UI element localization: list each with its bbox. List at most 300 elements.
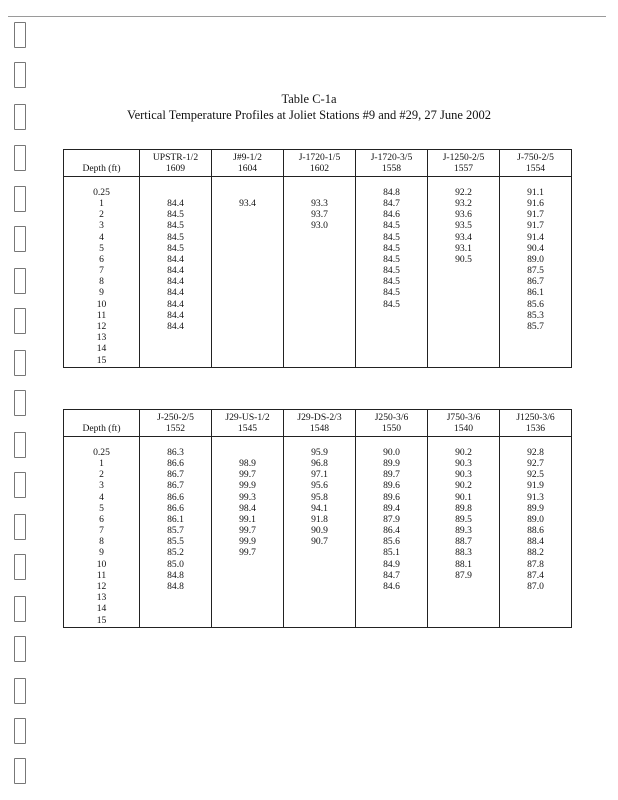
station-name: J#9-1/2	[233, 152, 262, 163]
temperature-cell: 90.4	[500, 243, 572, 254]
station-column-header	[356, 150, 428, 177]
binder-hole	[14, 554, 26, 580]
temperature-cell: 87.5	[500, 265, 572, 276]
station-name: J-1250-2/5	[442, 152, 485, 163]
temperature-cell: 93.3	[284, 198, 356, 209]
temperature-cell	[284, 321, 356, 332]
temperature-cell	[284, 254, 356, 265]
station-id: 1554	[525, 163, 546, 174]
temperature-cell: 84.5	[356, 299, 428, 310]
depth-cell: 4	[64, 232, 140, 243]
depth-cell: 7	[64, 525, 140, 536]
temperature-cell: 84.4	[140, 265, 212, 276]
temperature-cell	[500, 355, 572, 368]
temperature-cell	[212, 232, 284, 243]
temperature-cell: 99.9	[212, 481, 284, 492]
temperature-cell	[212, 209, 284, 220]
temperature-cell: 87.0	[500, 581, 572, 592]
station-id: 1545	[237, 423, 258, 434]
temperature-cell	[284, 355, 356, 368]
temperature-cell: 92.2	[428, 177, 500, 199]
temperature-cell: 90.0	[356, 437, 428, 459]
temperature-cell: 84.5	[356, 221, 428, 232]
temperature-cell	[284, 332, 356, 343]
station-id: 1536	[525, 423, 546, 434]
temperature-cell	[356, 615, 428, 628]
depth-cell: 9	[64, 548, 140, 559]
temperature-cell: 85.7	[140, 525, 212, 536]
temperature-cell: 84.4	[140, 254, 212, 265]
temperature-cell: 93.1	[428, 243, 500, 254]
temperature-cell: 99.3	[212, 492, 284, 503]
temperature-cell	[212, 221, 284, 232]
temperature-cell: 86.7	[140, 481, 212, 492]
temperature-cell	[284, 177, 356, 199]
temperature-cell	[428, 277, 500, 288]
station-name: J-750-2/5	[517, 152, 554, 163]
temperature-cell: 89.5	[428, 514, 500, 525]
temperature-cell: 88.7	[428, 537, 500, 548]
temperature-cell	[500, 615, 572, 628]
temperature-cell: 85.1	[356, 548, 428, 559]
temperature-cell: 89.8	[428, 503, 500, 514]
temperature-cell: 89.0	[500, 254, 572, 265]
temperature-cell: 88.2	[500, 548, 572, 559]
depth-cell: 11	[64, 310, 140, 321]
header-row	[64, 410, 572, 437]
temperature-cell: 93.7	[284, 209, 356, 220]
temperature-cell: 95.6	[284, 481, 356, 492]
temperature-cell: 99.1	[212, 514, 284, 525]
temperature-cell: 84.6	[356, 209, 428, 220]
table-row	[64, 232, 572, 243]
temperature-cell: 91.3	[500, 492, 572, 503]
temperature-cell	[500, 344, 572, 355]
binder-hole	[14, 226, 26, 252]
temperature-cell	[212, 581, 284, 592]
temperature-cell: 85.5	[140, 537, 212, 548]
station-column-header	[212, 150, 284, 177]
station-name: J750-3/6	[446, 412, 481, 423]
depth-cell: 8	[64, 277, 140, 288]
temperature-cell	[284, 559, 356, 570]
temperature-cell	[212, 437, 284, 459]
station-column-header	[428, 410, 500, 437]
temperature-cell	[500, 592, 572, 603]
binder-hole	[14, 145, 26, 171]
temperature-cell: 85.0	[140, 559, 212, 570]
temperature-cell	[284, 299, 356, 310]
binder-hole	[14, 718, 26, 744]
temperature-cell: 84.4	[140, 310, 212, 321]
temperature-cell	[428, 332, 500, 343]
temperature-cell: 93.5	[428, 221, 500, 232]
temperature-cell	[356, 310, 428, 321]
station-id: 1558	[381, 163, 402, 174]
temperature-cell: 84.4	[140, 321, 212, 332]
temperature-cell: 86.6	[140, 492, 212, 503]
temperature-cell	[284, 232, 356, 243]
temperature-cell: 91.7	[500, 221, 572, 232]
table-row	[64, 221, 572, 232]
temperature-cell: 91.8	[284, 514, 356, 525]
temperature-cell	[212, 344, 284, 355]
temperature-cell: 93.6	[428, 209, 500, 220]
station-id: 1548	[309, 423, 330, 434]
table-row	[64, 492, 572, 503]
depth-cell: 2	[64, 469, 140, 480]
page-top-edge	[8, 16, 606, 17]
temperature-cell	[284, 581, 356, 592]
depth-cell: 9	[64, 288, 140, 299]
depth-column-header: Depth (ft)	[64, 150, 140, 177]
depth-cell: 13	[64, 332, 140, 343]
table-row	[64, 332, 572, 343]
table-row	[64, 559, 572, 570]
temperature-cell: 89.3	[428, 525, 500, 536]
temperature-cell	[356, 332, 428, 343]
depth-column-header: Depth (ft)	[64, 410, 140, 437]
binder-hole	[14, 308, 26, 334]
temperature-cell	[140, 592, 212, 603]
station-name: J250-3/6	[374, 412, 409, 423]
temperature-cell	[284, 344, 356, 355]
temperature-cell	[284, 288, 356, 299]
temperature-cell	[284, 310, 356, 321]
station-column-header	[500, 410, 572, 437]
table-row	[64, 581, 572, 592]
temperature-cell: 88.4	[500, 537, 572, 548]
station-column-header	[428, 150, 500, 177]
temperature-cell	[428, 310, 500, 321]
temperature-cell	[212, 299, 284, 310]
table-title: Table C-1a	[281, 92, 337, 106]
binder-hole	[14, 636, 26, 662]
temperature-cell: 99.7	[212, 469, 284, 480]
temperature-cell: 93.4	[428, 232, 500, 243]
temperature-cell: 95.9	[284, 437, 356, 459]
depth-cell: 12	[64, 321, 140, 332]
binder-holes	[14, 22, 30, 792]
temperature-cell	[212, 592, 284, 603]
table-row	[64, 604, 572, 615]
temperature-cell	[284, 265, 356, 276]
depth-cell: 5	[64, 503, 140, 514]
table-row	[64, 198, 572, 209]
temperature-cell: 85.6	[500, 299, 572, 310]
temperature-cell: 93.0	[284, 221, 356, 232]
temperature-cell: 88.6	[500, 525, 572, 536]
temperature-cell: 84.6	[356, 581, 428, 592]
temperature-cell: 84.5	[140, 243, 212, 254]
station-column-header	[284, 410, 356, 437]
temperature-cell	[356, 321, 428, 332]
temperature-cell: 84.4	[140, 299, 212, 310]
temperature-cell: 97.1	[284, 469, 356, 480]
temperature-cell	[212, 277, 284, 288]
temperature-cell	[212, 604, 284, 615]
temperature-cell	[428, 265, 500, 276]
temperature-cell	[212, 355, 284, 368]
temperature-cell: 84.4	[140, 288, 212, 299]
table-row	[64, 288, 572, 299]
depth-cell: 12	[64, 581, 140, 592]
temperature-cell: 99.9	[212, 537, 284, 548]
temperature-cell: 91.6	[500, 198, 572, 209]
table-row	[64, 177, 572, 199]
table-row	[64, 277, 572, 288]
temperature-cell: 99.7	[212, 525, 284, 536]
temperature-cell: 84.8	[140, 581, 212, 592]
table-row	[64, 548, 572, 559]
depth-cell: 14	[64, 344, 140, 355]
temperature-cell	[212, 288, 284, 299]
temperature-cell	[212, 332, 284, 343]
temperature-cell: 84.5	[356, 277, 428, 288]
temperature-cell	[212, 559, 284, 570]
station-column-header	[356, 410, 428, 437]
table-row	[64, 299, 572, 310]
temperature-cell	[428, 581, 500, 592]
temperature-cell: 85.2	[140, 548, 212, 559]
binder-hole	[14, 390, 26, 416]
binder-hole	[14, 268, 26, 294]
depth-cell: 13	[64, 592, 140, 603]
binder-hole	[14, 186, 26, 212]
temperature-table-stations-9	[63, 149, 572, 368]
temperature-cell: 84.5	[140, 221, 212, 232]
depth-cell: 14	[64, 604, 140, 615]
table-row	[64, 592, 572, 603]
depth-cell: 3	[64, 481, 140, 492]
temperature-cell: 84.5	[356, 254, 428, 265]
temperature-cell: 89.0	[500, 514, 572, 525]
temperature-cell: 89.6	[356, 481, 428, 492]
depth-cell: 1	[64, 458, 140, 469]
temperature-cell: 84.7	[356, 570, 428, 581]
temperature-cell	[284, 570, 356, 581]
temperature-cell	[428, 299, 500, 310]
depth-cell: 5	[64, 243, 140, 254]
station-name: J-1720-3/5	[370, 152, 413, 163]
temperature-cell: 92.8	[500, 437, 572, 459]
temperature-cell	[284, 243, 356, 254]
temperature-cell	[284, 615, 356, 628]
temperature-cell: 98.4	[212, 503, 284, 514]
table-row	[64, 243, 572, 254]
binder-hole	[14, 678, 26, 704]
depth-cell: 0.25	[64, 437, 140, 459]
temperature-cell: 92.5	[500, 469, 572, 480]
temperature-cell: 91.1	[500, 177, 572, 199]
temperature-cell: 91.9	[500, 481, 572, 492]
temperature-cell: 85.3	[500, 310, 572, 321]
depth-cell: 11	[64, 570, 140, 581]
table-row	[64, 615, 572, 628]
station-column-header	[212, 410, 284, 437]
temperature-cell: 84.9	[356, 559, 428, 570]
table-row	[64, 525, 572, 536]
temperature-cell	[140, 355, 212, 368]
temperature-cell	[140, 332, 212, 343]
temperature-cell: 89.6	[356, 492, 428, 503]
temperature-cell	[212, 177, 284, 199]
depth-cell: 10	[64, 299, 140, 310]
station-column-header	[500, 150, 572, 177]
temperature-cell: 86.7	[140, 469, 212, 480]
table-row	[64, 514, 572, 525]
table-row	[64, 481, 572, 492]
temperature-cell: 84.5	[356, 243, 428, 254]
table-row	[64, 437, 572, 459]
temperature-cell: 93.4	[212, 198, 284, 209]
temperature-cell: 90.2	[428, 481, 500, 492]
temperature-cell	[212, 615, 284, 628]
temperature-cell: 86.1	[140, 514, 212, 525]
temperature-cell	[428, 592, 500, 603]
depth-cell: 2	[64, 209, 140, 220]
temperature-cell	[284, 592, 356, 603]
temperature-cell: 96.8	[284, 458, 356, 469]
temperature-cell: 86.7	[500, 277, 572, 288]
binder-hole	[14, 22, 26, 48]
temperature-cell	[500, 604, 572, 615]
depth-cell: 3	[64, 221, 140, 232]
temperature-cell	[212, 254, 284, 265]
table-row	[64, 458, 572, 469]
temperature-cell: 90.7	[284, 537, 356, 548]
header-row	[64, 150, 572, 177]
station-name: J29-DS-2/3	[297, 412, 342, 423]
temperature-cell: 90.3	[428, 469, 500, 480]
temperature-cell	[428, 321, 500, 332]
temperature-cell	[284, 548, 356, 559]
temperature-cell	[140, 604, 212, 615]
table-row	[64, 570, 572, 581]
temperature-cell: 85.7	[500, 321, 572, 332]
station-id: 1609	[165, 163, 186, 174]
temperature-cell: 91.4	[500, 232, 572, 243]
binder-hole	[14, 432, 26, 458]
table-row	[64, 265, 572, 276]
depth-cell: 6	[64, 514, 140, 525]
depth-cell: 4	[64, 492, 140, 503]
temperature-cell: 86.6	[140, 458, 212, 469]
station-id: 1552	[165, 423, 186, 434]
temperature-cell: 88.1	[428, 559, 500, 570]
temperature-cell: 84.5	[356, 265, 428, 276]
station-id: 1602	[309, 163, 330, 174]
depth-cell: 0.25	[64, 177, 140, 199]
temperature-cell	[356, 592, 428, 603]
temperature-cell	[428, 355, 500, 368]
temperature-cell	[428, 615, 500, 628]
temperature-cell	[140, 615, 212, 628]
table-row	[64, 537, 572, 548]
binder-hole	[14, 472, 26, 498]
table-row	[64, 344, 572, 355]
temperature-cell: 84.5	[140, 209, 212, 220]
temperature-cell: 89.4	[356, 503, 428, 514]
temperature-cell: 84.8	[140, 570, 212, 581]
temperature-cell: 84.4	[140, 277, 212, 288]
temperature-cell	[428, 604, 500, 615]
depth-cell: 15	[64, 355, 140, 368]
temperature-cell: 85.6	[356, 537, 428, 548]
temperature-cell: 90.1	[428, 492, 500, 503]
temperature-table-stations-29	[63, 409, 572, 628]
temperature-cell: 99.7	[212, 548, 284, 559]
table-row	[64, 503, 572, 514]
depth-cell: 8	[64, 537, 140, 548]
station-name: J29-US-1/2	[225, 412, 270, 423]
temperature-cell	[284, 277, 356, 288]
temperature-cell: 91.7	[500, 209, 572, 220]
table-row	[64, 310, 572, 321]
temperature-cell: 86.6	[140, 503, 212, 514]
temperature-cell: 87.9	[356, 514, 428, 525]
station-id: 1540	[453, 423, 474, 434]
table-row	[64, 254, 572, 265]
temperature-cell: 87.8	[500, 559, 572, 570]
station-name: J-250-2/5	[157, 412, 194, 423]
temperature-cell: 88.3	[428, 548, 500, 559]
station-name: J1250-3/6	[516, 412, 555, 423]
temperature-cell	[212, 321, 284, 332]
binder-hole	[14, 596, 26, 622]
temperature-cell	[212, 243, 284, 254]
table-row	[64, 209, 572, 220]
temperature-cell	[212, 570, 284, 581]
station-id: 1604	[237, 163, 258, 174]
temperature-cell: 84.5	[140, 232, 212, 243]
depth-cell: 15	[64, 615, 140, 628]
station-id: 1550	[381, 423, 402, 434]
depth-cell: 1	[64, 198, 140, 209]
temperature-cell: 90.2	[428, 437, 500, 459]
temperature-cell	[356, 344, 428, 355]
depth-cell: 6	[64, 254, 140, 265]
temperature-cell: 90.9	[284, 525, 356, 536]
station-column-header	[284, 150, 356, 177]
binder-hole	[14, 350, 26, 376]
temperature-cell	[140, 177, 212, 199]
temperature-cell: 84.8	[356, 177, 428, 199]
temperature-cell: 89.9	[356, 458, 428, 469]
table-row	[64, 321, 572, 332]
temperature-cell: 84.4	[140, 198, 212, 209]
station-name: UPSTR-1/2	[152, 152, 199, 163]
temperature-cell: 94.1	[284, 503, 356, 514]
binder-hole	[14, 62, 26, 88]
table-row	[64, 469, 572, 480]
temperature-cell: 98.9	[212, 458, 284, 469]
temperature-cell	[500, 332, 572, 343]
binder-hole	[14, 758, 26, 784]
temperature-cell: 84.5	[356, 232, 428, 243]
temperature-cell: 90.5	[428, 254, 500, 265]
binder-hole	[14, 514, 26, 540]
temperature-cell: 86.3	[140, 437, 212, 459]
station-id: 1557	[453, 163, 474, 174]
temperature-cell	[428, 344, 500, 355]
temperature-cell	[428, 288, 500, 299]
temperature-cell: 86.4	[356, 525, 428, 536]
temperature-cell: 87.4	[500, 570, 572, 581]
depth-cell: 10	[64, 559, 140, 570]
temperature-cell	[212, 310, 284, 321]
temperature-cell	[140, 344, 212, 355]
